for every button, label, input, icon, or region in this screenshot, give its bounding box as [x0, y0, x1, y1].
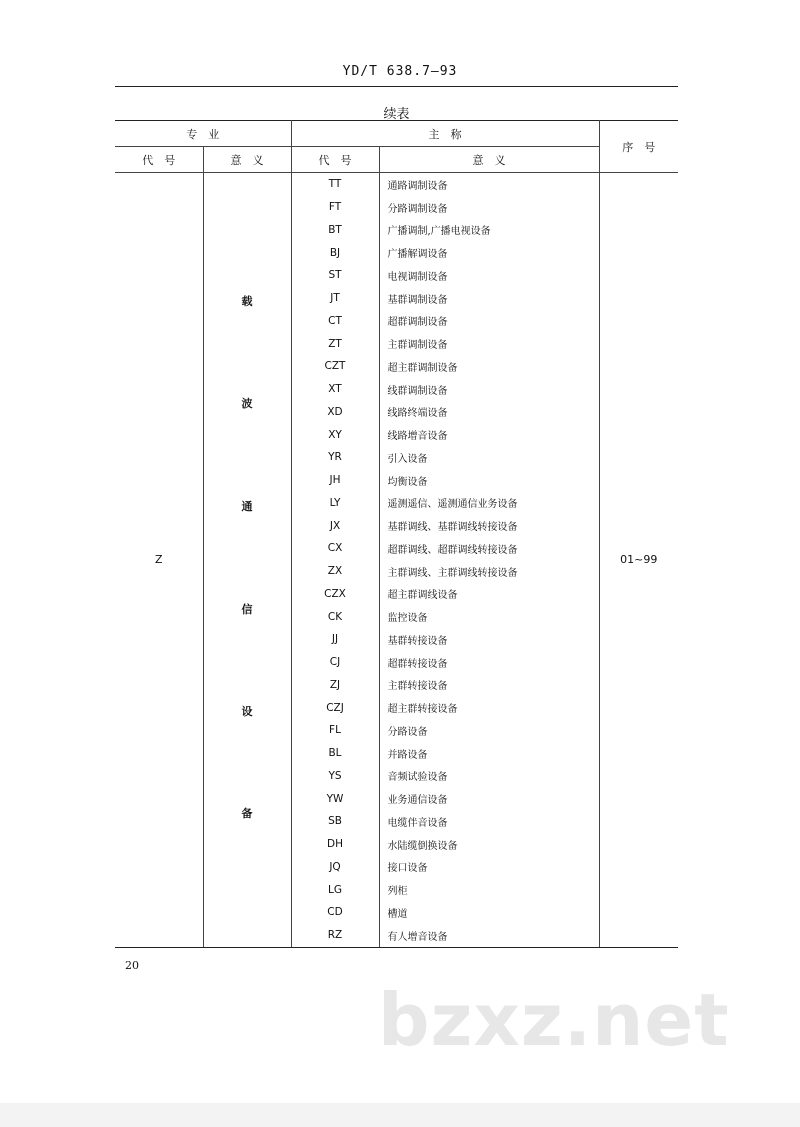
main-code: CZT	[291, 355, 379, 378]
profession-meaning	[203, 173, 291, 948]
col-main-meaning-header: 意 义	[379, 147, 599, 173]
main-meaning: 超群转接设备	[379, 651, 599, 674]
main-meaning: 并路设备	[379, 742, 599, 765]
main-code: BT	[291, 219, 379, 242]
main-code: YS	[291, 765, 379, 788]
profession-meaning-char: 载	[241, 295, 253, 308]
main-code: BJ	[291, 241, 379, 264]
main-meaning: 广播解调设备	[379, 241, 599, 264]
main-meaning: 主群调线、主群调线转接设备	[379, 560, 599, 583]
main-meaning: 主群调制设备	[379, 332, 599, 355]
main-code: ST	[291, 264, 379, 287]
table-header-row-1	[115, 121, 678, 147]
main-meaning: 均衡设备	[379, 469, 599, 492]
code-table	[115, 120, 678, 948]
main-code: CZJ	[291, 696, 379, 719]
table-caption: 续表	[383, 107, 410, 122]
main-code: JX	[291, 514, 379, 537]
main-meaning: 电缆伴音设备	[379, 810, 599, 833]
main-meaning: 线群调制设备	[379, 378, 599, 401]
main-code: CJ	[291, 651, 379, 674]
main-code: DH	[291, 833, 379, 856]
main-code: ZT	[291, 332, 379, 355]
main-meaning: 音频试验设备	[379, 765, 599, 788]
main-code: CT	[291, 310, 379, 333]
main-meaning: 通路调制设备	[379, 173, 599, 196]
main-code: YR	[291, 446, 379, 469]
main-code: XD	[291, 401, 379, 424]
main-code: FL	[291, 719, 379, 742]
main-code: CZX	[291, 583, 379, 606]
main-meaning: 主群转接设备	[379, 674, 599, 697]
main-code: SB	[291, 810, 379, 833]
main-code: YW	[291, 787, 379, 810]
standard-header: YD/T 638.7—93	[342, 64, 458, 79]
main-meaning: 基群转接设备	[379, 628, 599, 651]
col-specialty-meaning-header: 意 义	[203, 147, 291, 173]
main-meaning: 引入设备	[379, 446, 599, 469]
main-meaning: 超群调线、超群调线转接设备	[379, 537, 599, 560]
page-number: 20	[125, 959, 139, 972]
main-code: FT	[291, 196, 379, 219]
main-meaning: 水陆缆倒换设备	[379, 833, 599, 856]
main-code: JJ	[291, 628, 379, 651]
main-code: LG	[291, 878, 379, 901]
main-code: BL	[291, 742, 379, 765]
col-main-name-header: 主 称	[291, 121, 599, 147]
main-code: LY	[291, 492, 379, 515]
profession-meaning-char: 信	[241, 603, 253, 616]
table-row	[115, 173, 678, 196]
profession-meaning-char: 设	[241, 705, 253, 718]
main-meaning: 线路终端设备	[379, 401, 599, 424]
main-code: JQ	[291, 856, 379, 879]
main-meaning: 分路设备	[379, 719, 599, 742]
main-meaning: 基群调线、基群调线转接设备	[379, 514, 599, 537]
table-header-row-2	[115, 147, 678, 173]
watermark-logo: bzxz.net	[378, 978, 730, 1062]
bottom-strip	[0, 1103, 800, 1127]
main-meaning: 超主群转接设备	[379, 696, 599, 719]
profession-code: Z	[115, 173, 203, 948]
col-sequence-header: 序 号	[599, 121, 678, 173]
col-specialty-code-header: 代 号	[115, 147, 203, 173]
main-meaning: 列柜	[379, 878, 599, 901]
main-code: JT	[291, 287, 379, 310]
main-code: XT	[291, 378, 379, 401]
sequence-range: 01~99	[599, 173, 678, 948]
main-meaning: 业务通信设备	[379, 787, 599, 810]
profession-meaning-char: 波	[241, 397, 253, 410]
profession-meaning-char: 通	[241, 500, 253, 513]
main-meaning: 电视调制设备	[379, 264, 599, 287]
main-meaning: 超主群调线设备	[379, 583, 599, 606]
main-meaning: 线路增音设备	[379, 423, 599, 446]
table-body	[115, 173, 678, 948]
main-meaning: 超主群调制设备	[379, 355, 599, 378]
main-code: ZX	[291, 560, 379, 583]
main-meaning: 基群调制设备	[379, 287, 599, 310]
main-code: ZJ	[291, 674, 379, 697]
main-meaning: 广播调制,广播电视设备	[379, 219, 599, 242]
main-code: TT	[291, 173, 379, 196]
main-code: RZ	[291, 924, 379, 947]
col-main-code-header: 代 号	[291, 147, 379, 173]
main-meaning: 监控设备	[379, 605, 599, 628]
main-meaning: 有人增音设备	[379, 924, 599, 947]
main-code: JH	[291, 469, 379, 492]
main-meaning: 分路调制设备	[379, 196, 599, 219]
main-meaning: 槽道	[379, 901, 599, 924]
profession-meaning-char: 备	[241, 807, 253, 820]
col-specialty-header: 专 业	[115, 121, 291, 147]
main-meaning: 超群调制设备	[379, 310, 599, 333]
main-meaning: 接口设备	[379, 856, 599, 879]
header-rule	[115, 86, 678, 87]
main-code: CX	[291, 537, 379, 560]
main-code: XY	[291, 423, 379, 446]
main-code: CD	[291, 901, 379, 924]
main-meaning: 遥测遥信、遥测通信业务设备	[379, 492, 599, 515]
main-code: CK	[291, 605, 379, 628]
